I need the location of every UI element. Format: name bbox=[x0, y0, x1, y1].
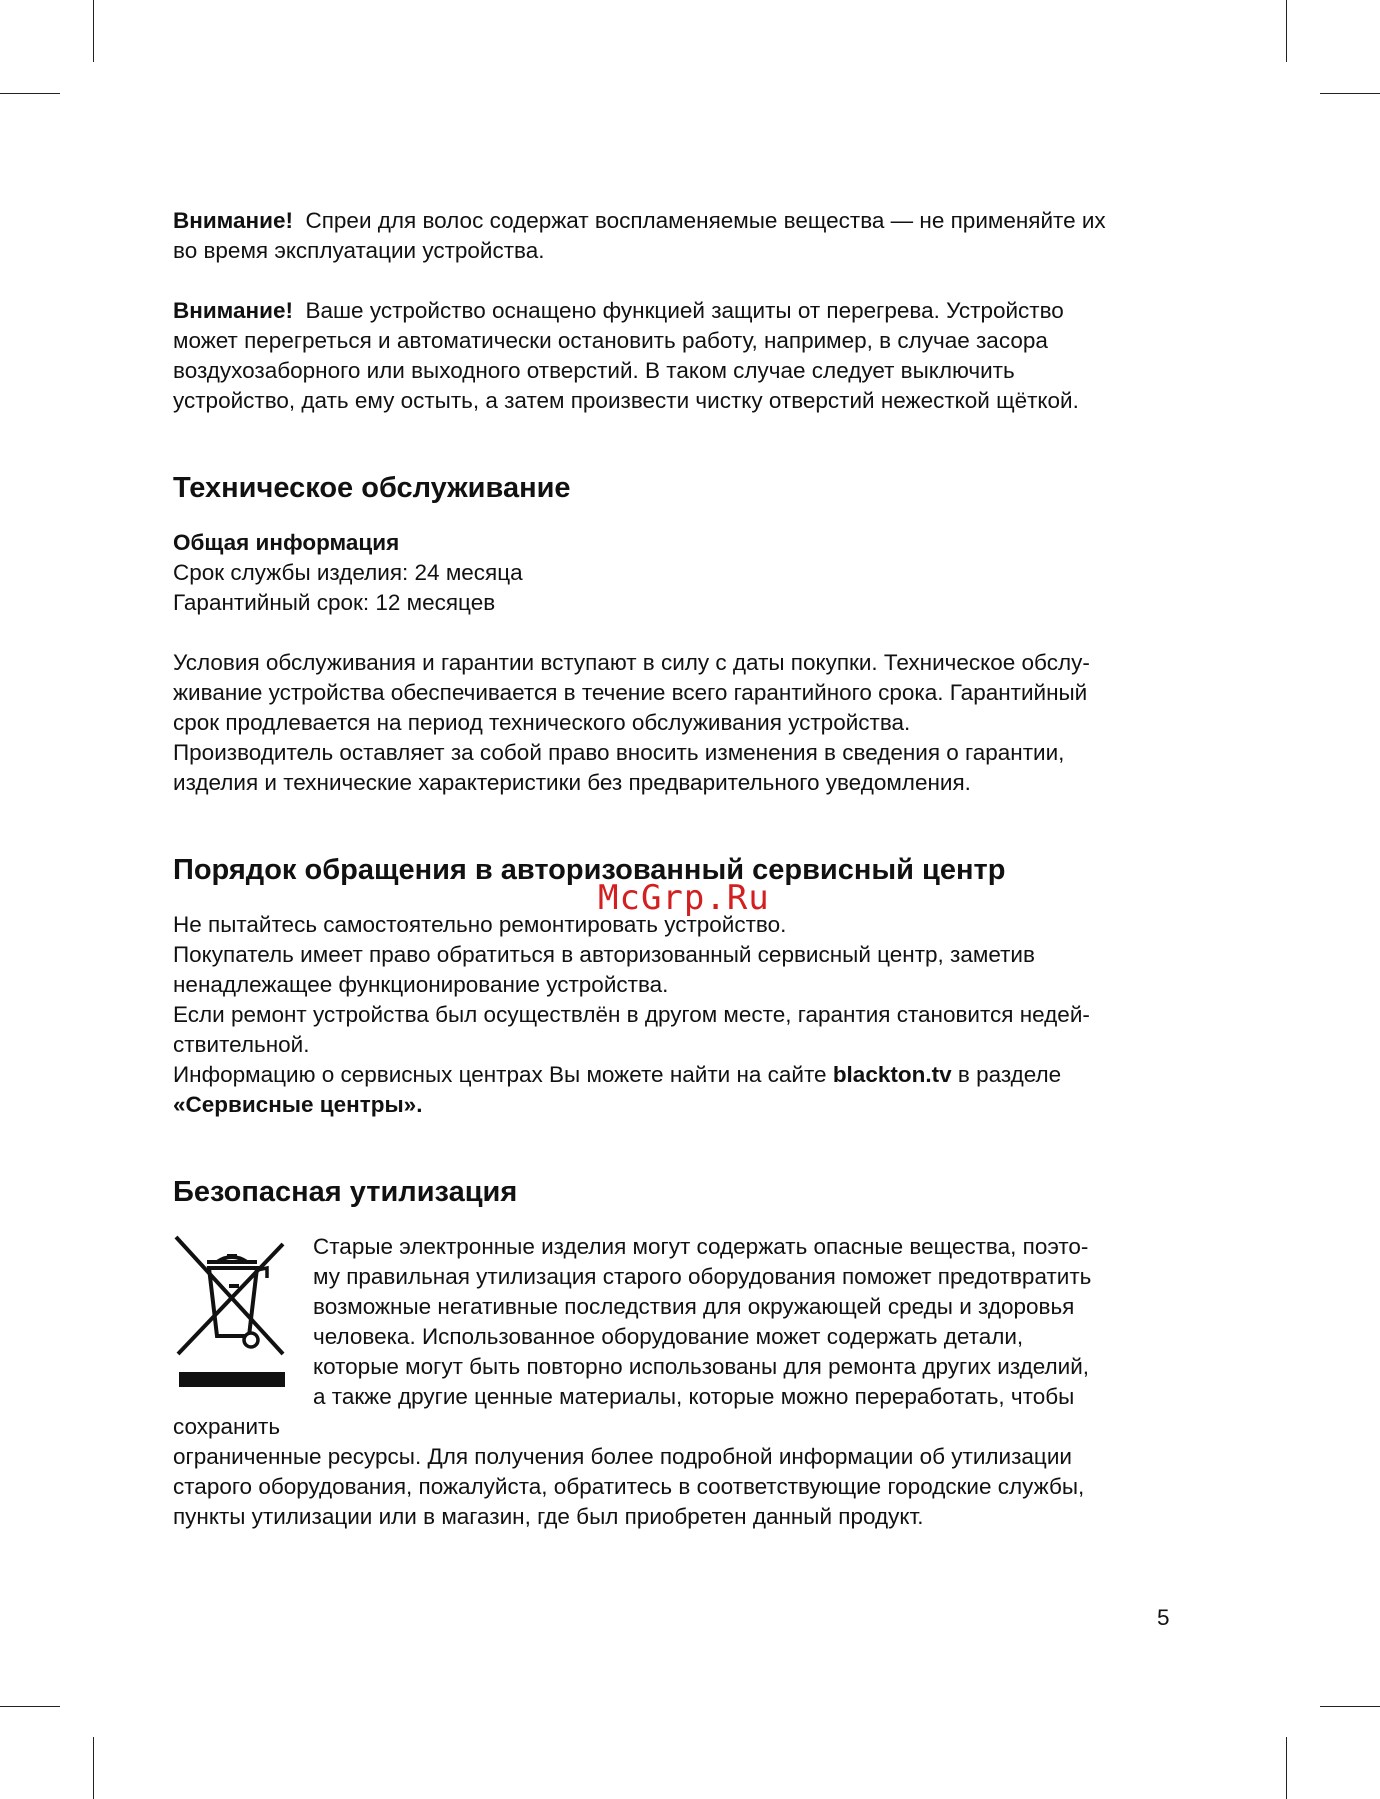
page-content bbox=[173, 206, 1183, 1532]
disposal-text bbox=[173, 1232, 1183, 1532]
warranty-terms bbox=[173, 648, 1183, 798]
crop-mark-top-right bbox=[1320, 93, 1380, 94]
terms-line: Условия обслуживания и гарантии вступают в силу с даты покупки. Техническое обслу- bbox=[173, 650, 1090, 675]
page-number: 5 bbox=[1157, 1605, 1170, 1630]
general-info-heading: Общая информация bbox=[173, 530, 400, 555]
warning-overheat bbox=[173, 296, 1183, 416]
service-line: ненадлежащее функционирование устройства. bbox=[173, 972, 669, 997]
maintenance-heading: Техническое обслуживание bbox=[173, 472, 571, 504]
service-line: Не пытайтесь самостоятельно ремонтировать устройство. bbox=[173, 912, 787, 937]
service-center-text bbox=[173, 910, 1183, 1120]
service-line: ствительной. bbox=[173, 1032, 310, 1057]
service-line: Если ремонт устройства был осуществлён в другом месте, гарантия становится недей- bbox=[173, 1002, 1090, 1027]
terms-line: изделия и технические характеристики без предварительного уведомления. bbox=[173, 770, 971, 795]
service-centers-section: «Сервисные центры». bbox=[173, 1092, 423, 1117]
service-line: Покупатель имеет право обратиться в авторизованный сервисный центр, заметив bbox=[173, 942, 1035, 967]
crop-mark-top-left bbox=[0, 93, 60, 94]
watermark: McGrp.Ru bbox=[598, 878, 770, 918]
terms-line: срок продлевается на период технического обслуживания устройства. bbox=[173, 710, 911, 735]
service-life: Срок службы изделия: 24 месяца bbox=[173, 560, 523, 585]
disposal-line: старого оборудования, пожалуйста, обратитесь в соответствующие городские службы, bbox=[173, 1474, 1085, 1499]
crop-mark-top-left bbox=[93, 0, 94, 62]
disposal-line: пункты утилизации или в магазин, где был приобретен данный продукт. bbox=[173, 1504, 924, 1529]
disposal-line: возможные негативные последствия для окружающей среды и здоровья bbox=[313, 1294, 1075, 1319]
service-info-prefix: Информацию о сервисных центрах Вы можете найти на сайте bbox=[173, 1062, 827, 1087]
service-center-heading: Порядок обращения в авторизованный сервисный центр bbox=[173, 854, 1006, 886]
warning-label: Внимание! bbox=[173, 298, 293, 323]
warning-text-line: во время эксплуатации устройства. bbox=[173, 238, 545, 263]
terms-line: Производитель оставляет за собой право вносить изменения в сведения о гарантии, bbox=[173, 740, 1065, 765]
warning-label: Внимание! bbox=[173, 208, 293, 233]
website-link[interactable]: blackton.tv bbox=[832, 1062, 952, 1087]
terms-line: живание устройства обеспечивается в течение всего гарантийного срока. Гарантийный bbox=[173, 680, 1088, 705]
crop-mark-bottom-right bbox=[1320, 1706, 1380, 1707]
warning-text-line: может перегреться и автоматически остановить работу, например, в случае засора bbox=[173, 328, 1048, 353]
crop-mark-bottom-right bbox=[1286, 1737, 1287, 1799]
general-info bbox=[173, 528, 1183, 618]
crossed-out-wheelie-bin-icon bbox=[173, 1232, 291, 1390]
warning-text-line: устройство, дать ему остыть, а затем произвести чистку отверстий нежесткой щёткой. bbox=[173, 388, 1079, 413]
disposal-line: человека. Использованное оборудование может содержать детали, bbox=[313, 1324, 1024, 1349]
warning-text-line: воздухозаборного или выходного отверстий. В таком случае следует выключить bbox=[173, 358, 1015, 383]
disposal-heading: Безопасная утилизация bbox=[173, 1176, 518, 1208]
disposal-line: му правильная утилизация старого оборудования поможет предотвратить bbox=[313, 1264, 1092, 1289]
disposal-line: Старые электронные изделия могут содержать опасные вещества, поэто- bbox=[313, 1234, 1089, 1259]
disposal-line: которые могут быть повторно использованы для ремонта других изделий, bbox=[313, 1354, 1090, 1379]
crop-mark-bottom-left bbox=[93, 1737, 94, 1799]
crop-mark-bottom-left bbox=[0, 1706, 60, 1707]
warning-text-line: Ваше устройство оснащено функцией защиты от перегрева. Устройство bbox=[305, 298, 1064, 323]
crop-mark-top-right bbox=[1286, 0, 1287, 62]
service-info-middle: в разделе bbox=[957, 1062, 1062, 1087]
warning-spray bbox=[173, 206, 1183, 266]
warranty-term: Гарантийный срок: 12 месяцев bbox=[173, 590, 496, 615]
disposal-block bbox=[173, 1232, 1183, 1532]
disposal-line: а также другие ценные материалы, которые можно переработать, чтобы сохранить bbox=[173, 1384, 1075, 1439]
disposal-line: ограниченные ресурсы. Для получения более подробной информации об утилизации bbox=[173, 1444, 1072, 1469]
warning-text-line: Спреи для волос содержат воспламеняемые вещества — не применяйте их bbox=[305, 208, 1106, 233]
